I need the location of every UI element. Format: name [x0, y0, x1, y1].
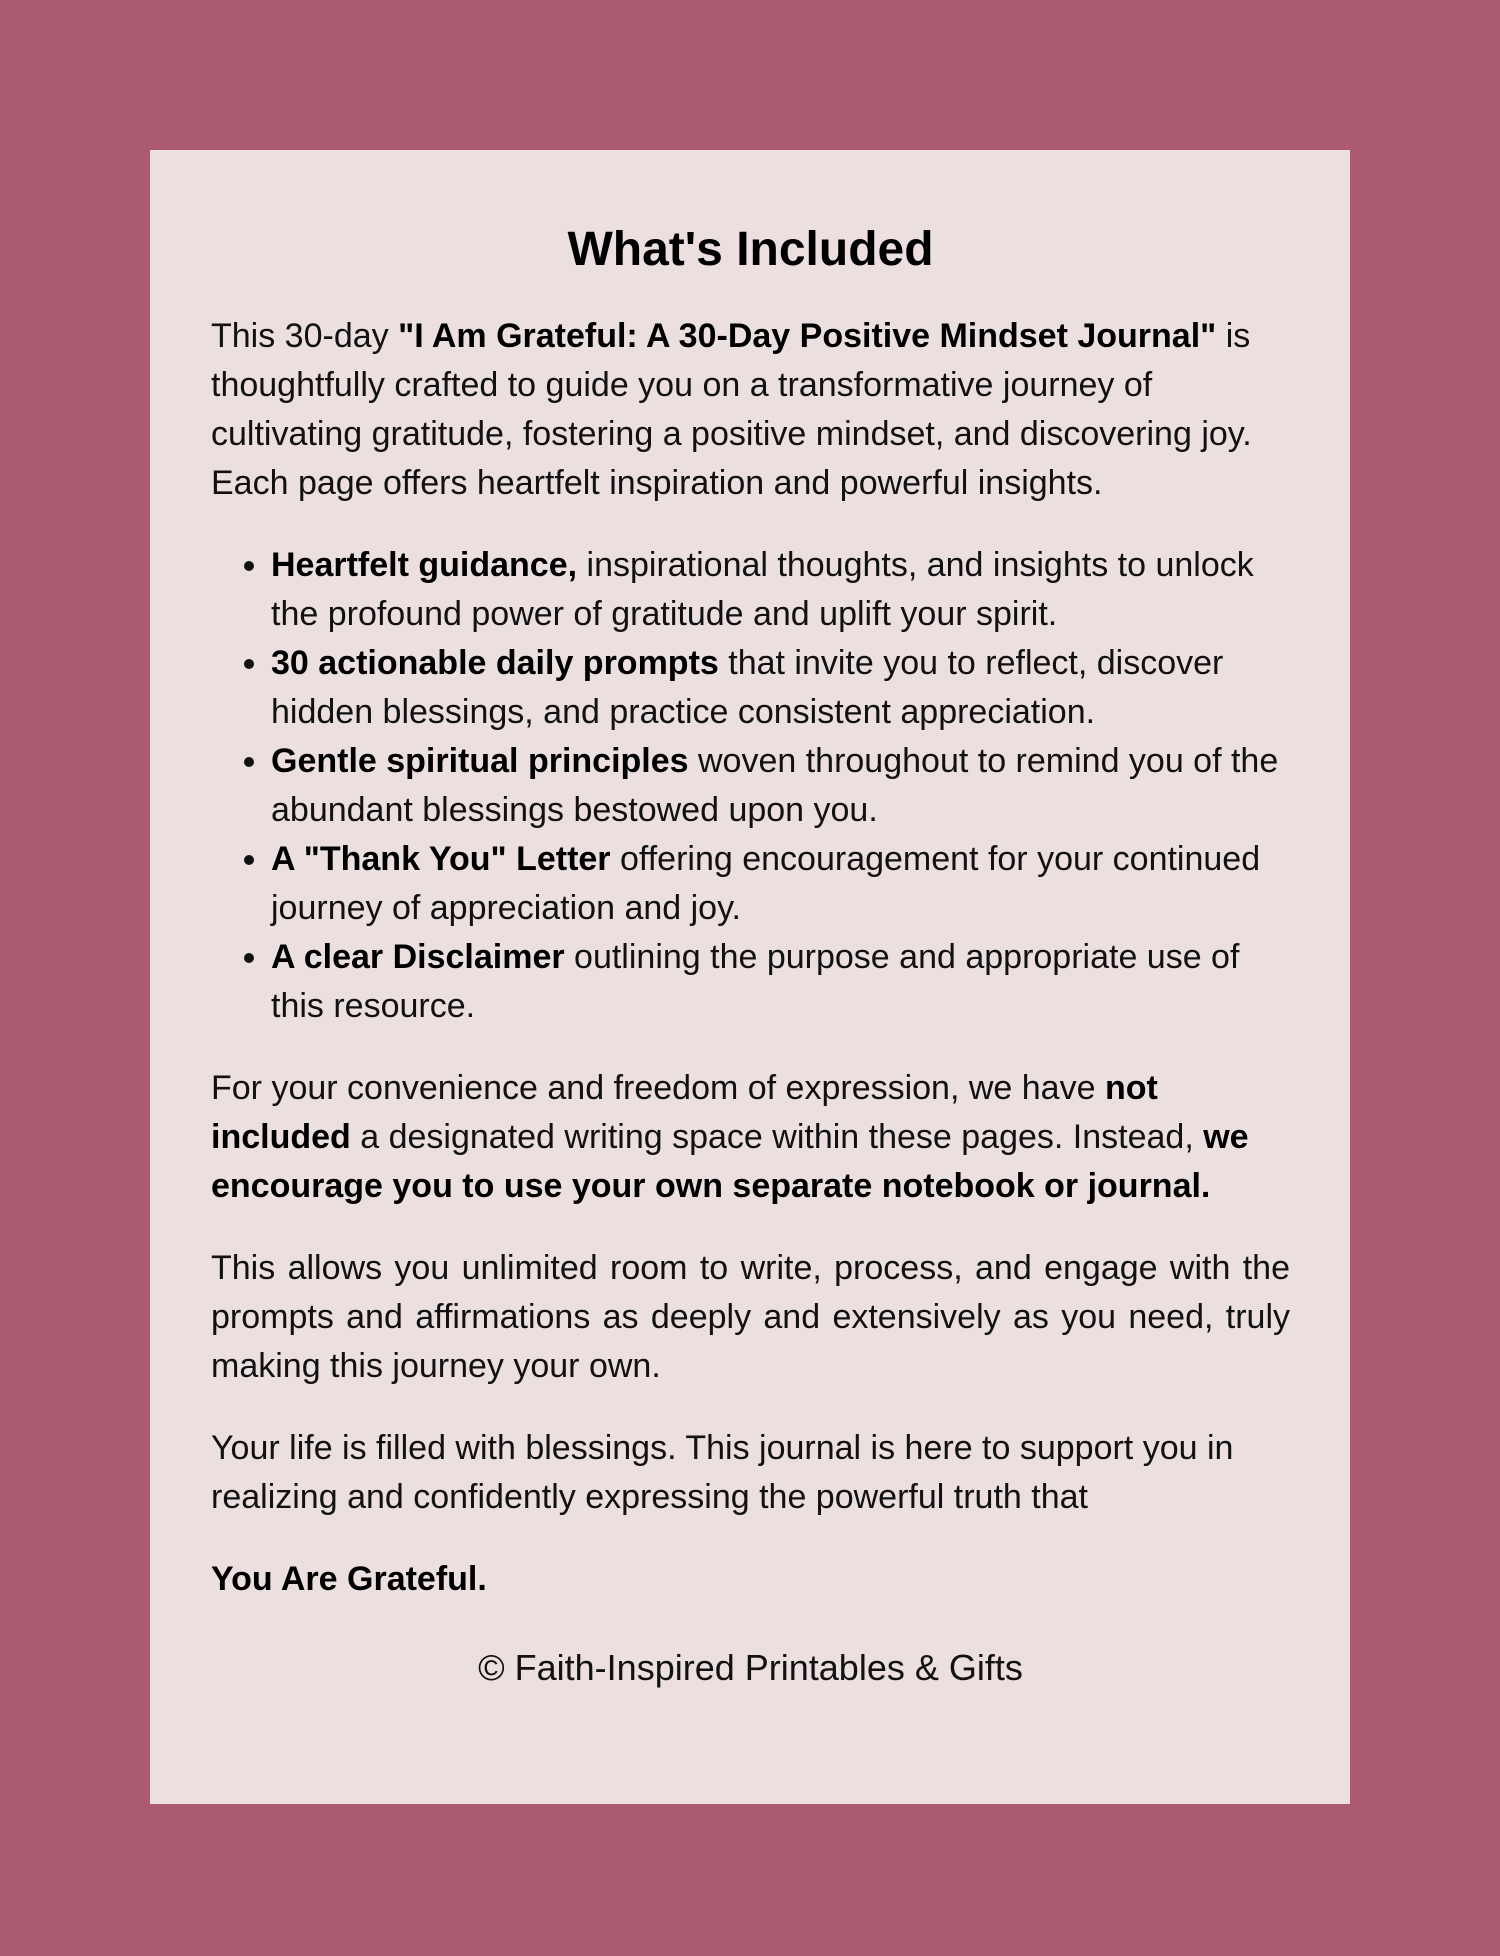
journal-name: "I Am Grateful: A 30-Day Positive Mindset Journal"	[398, 317, 1217, 355]
feature-bold: Gentle spiritual principles	[271, 742, 689, 780]
room-paragraph: This allows you unlimited room to write, process, and engage with the prompts and affirmations as deeply and extensively as you need, truly making this journey your own.	[211, 1249, 1290, 1385]
feature-text: outlining the purpose and appropriate use of this resource.	[271, 938, 1240, 1025]
list-item	[271, 737, 1290, 835]
page-title: What's Included	[567, 223, 934, 276]
list-item	[271, 933, 1290, 1031]
copyright-footer: © Faith-Inspired Printables & Gifts	[478, 1647, 1023, 1688]
convenience-bold2: we encourage you to use your own separate notebook or journal.	[211, 1118, 1249, 1205]
feature-text: woven throughout to remind you of the abundant blessings bestowed upon you.	[271, 742, 1279, 829]
closing-bold: You Are Grateful.	[211, 1560, 487, 1598]
closing-statement	[211, 1555, 1290, 1604]
features-list	[211, 541, 1290, 1031]
feature-bold: Heartfelt guidance,	[271, 546, 578, 584]
feature-text: that invite you to reflect, discover hidden blessings, and practice consistent appreciation.	[271, 644, 1224, 731]
feature-text: inspirational thoughts, and insights to unlock the profound power of gratitude and uplift your spirit.	[271, 546, 1254, 633]
convenience-part1: For your convenience and freedom of expression, we have	[211, 1069, 1105, 1107]
convenience-part2: a designated writing space within these pages. Instead,	[350, 1118, 1204, 1156]
convenience-paragraph	[211, 1064, 1290, 1211]
convenience-bold1: not included	[211, 1069, 1158, 1156]
intro-paragraph	[211, 312, 1290, 508]
feature-text: offering encouragement for your continued journey of appreciation and joy.	[271, 840, 1261, 927]
feature-bold: 30 actionable daily prompts	[271, 644, 719, 682]
life-paragraph: Your life is filled with blessings. This journal is here to support you in realizing and confidently expressing the powerful truth that	[211, 1429, 1234, 1516]
list-item	[271, 639, 1290, 737]
feature-bold: A "Thank You" Letter	[271, 840, 611, 878]
list-item	[271, 541, 1290, 639]
intro-prefix: This 30-day	[211, 317, 399, 355]
intro-suffix: is thoughtfully crafted to guide you on a transformative journey of cultivating gratitude, fostering a positive mindset, and discovering joy. Each page offers heartfelt inspiration and powerful insights.	[211, 317, 1252, 502]
content-card	[150, 150, 1350, 1804]
feature-bold: A clear Disclaimer	[271, 938, 565, 976]
list-item	[271, 835, 1290, 933]
